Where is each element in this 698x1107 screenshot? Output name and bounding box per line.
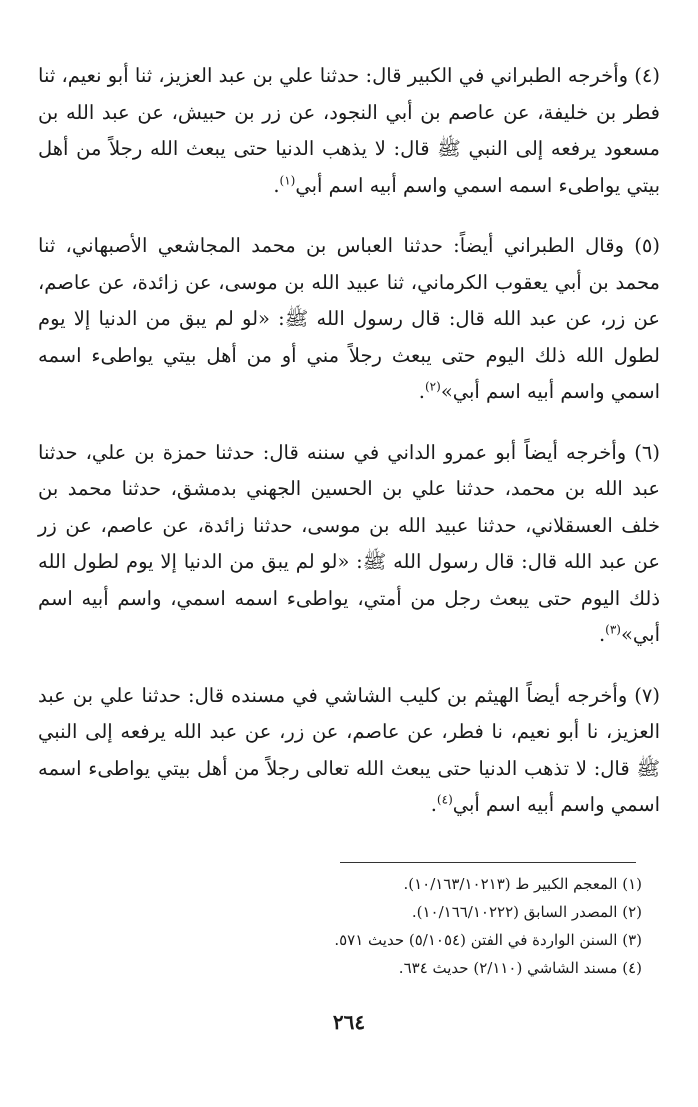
footnote-divider [340,862,636,863]
paragraph-tail: . [430,793,437,816]
footnote-ref[interactable]: (٤) [436,792,453,807]
paragraph-7 [38,678,660,824]
footnote-ref[interactable]: (١) [279,173,296,187]
paragraph-5 [38,228,660,411]
paragraph-tail: . [273,173,280,197]
paragraph-text: (٦) وأخرجه أيضاً أبو عمرو الداني في سننه قال: حدثنا حمزة بن علي، حدثنا عبد الله بن محمد، حدثنا علي بن الحسين الجهني بدمشق، حدثنا محمد بن خلف العسقلاني، حدثنا عبيد الله بن موسى، حدثنا زائدة، عن عاصم، عن زر عن عبد الله قال: قال رسول الله ﷺ: «لو لم يبق من الدنيا إلا يوم لطول الله ذلك اليوم حتى يبعث رجل من أمتي، يواطىء اسمه اسمي، واسم أبيه اسم أبي» [38,440,660,646]
footnote-4: (٤) مسند الشاشي (٢/١١٠) حديث ٦٣٤. [398,959,642,977]
paragraph-text: (٧) وأخرجه أيضاً الهيثم بن كليب الشاشي في مسنده قال: حدثنا علي بن عبد العزيز، نا أبو نعيم، نا فطر، عن عاصم، عن زر، عن عبد الله يرفعه إلى النبي ﷺ قال: لا تذهب الدنيا حتى يبعث الله تعالى رجلاً من أهل بيتي يواطىء اسمه اسمي واسم أبيه اسم أبي [38,683,660,816]
footnote-ref[interactable]: (٣) [605,622,621,637]
paragraph-6 [38,435,660,654]
footnote-1: (١) المعجم الكبير ط (١٠/١٦٣/١٠٢١٣). [403,875,642,893]
paragraph-text: (٤) وأخرجه الطبراني في الكبير قال: حدثنا علي بن عبد العزيز، ثنا أبو نعيم، ثنا فطر بن خليفة، عن عاصم بن أبي النجود، عن زر بن حبيش، عن عبد الله بن مسعود يرفعه إلى النبي ﷺ قال: لا يذهب الدنيا حتى يبعث الله رجلاً من أهل بيتي يواطىء اسمه اسمي واسم أبيه اسم أبي [38,64,660,197]
paragraph-text: (٥) وقال الطبراني أيضاً: حدثنا العباس بن محمد المجاشعي الأصبهاني، ثنا محمد بن أبي يعقوب الكرماني، ثنا عبيد الله بن موسى، عن زائدة، عن عاصم، عن زر، عن عبد الله قال: قال رسول الله ﷺ: «لو لم يبق من الدنيا إلا يوم لطول الله ذلك اليوم حتى يبعث رجلاً مني أو من أهل بيتي يواطىء اسمه اسمي واسم أبيه اسم أبي» [38,234,660,403]
paragraph-tail: . [418,380,425,403]
footnote-2: (٢) المصدر السابق (١٠/١٦٦/١٠٢٢٢). [411,903,642,921]
page-number: ٢٦٤ [332,1010,366,1034]
paragraph-4 [38,58,660,204]
footnotes-section [82,870,642,982]
footnote-ref[interactable]: (٢) [424,379,441,394]
footnote-3: (٣) السنن الواردة في الفتن (٥/١٠٥٤) حديث ٥٧١. [334,931,642,949]
paragraph-tail: . [598,623,606,646]
page-body [38,58,660,848]
